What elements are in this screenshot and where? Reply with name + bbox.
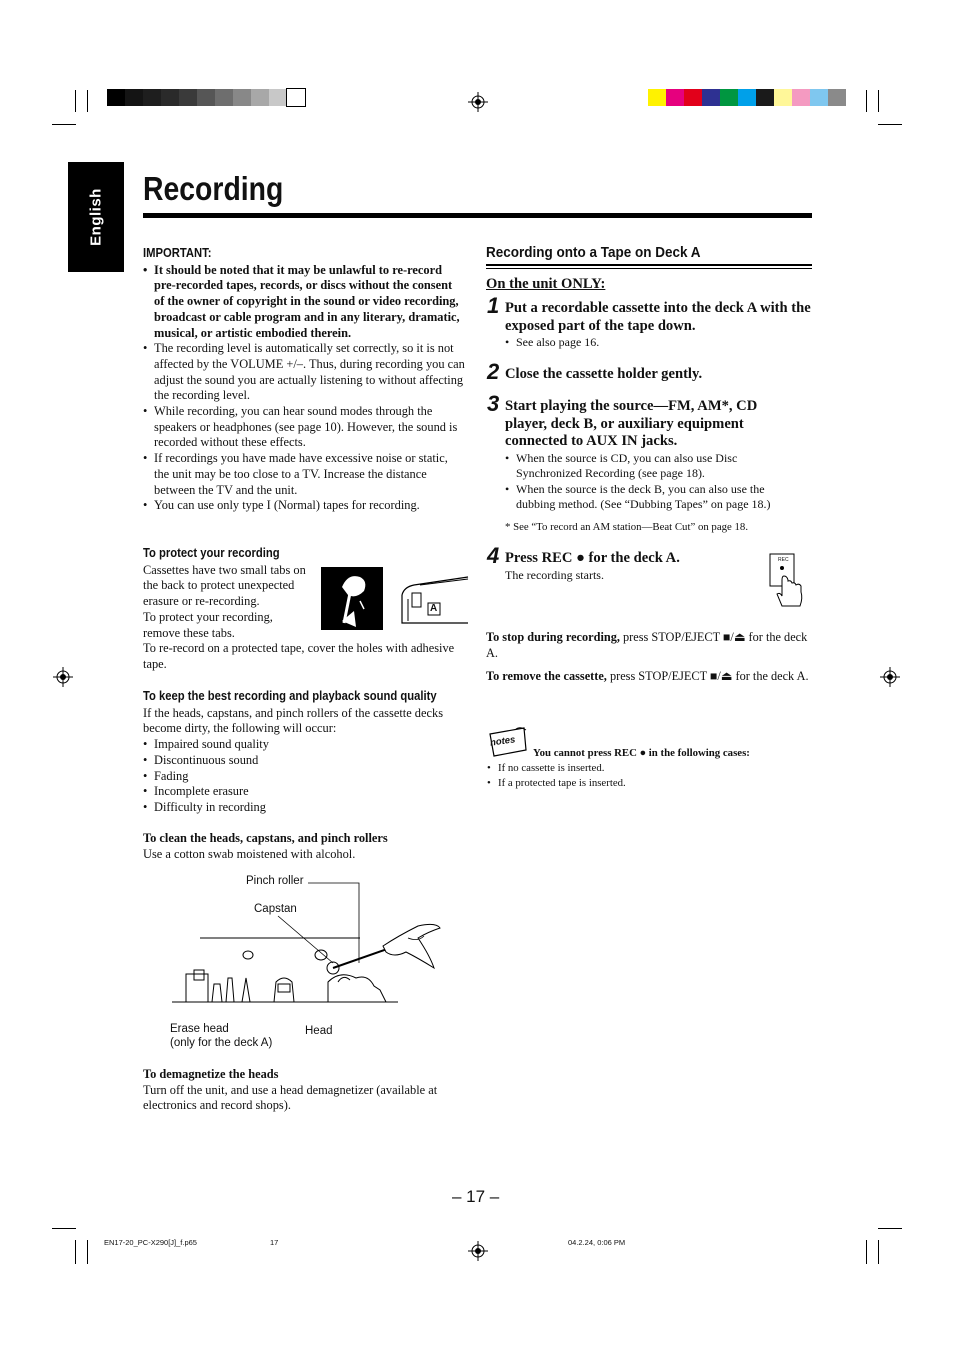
step-notes bbox=[505, 451, 795, 513]
registration-target-icon bbox=[468, 1241, 488, 1261]
notes-heading: You cannot press REC ● in the following cases: bbox=[533, 747, 750, 759]
list-item: • Fading bbox=[143, 769, 465, 785]
footer-date: 04.2.24, 0:06 PM bbox=[568, 1238, 626, 1247]
demagnetize-heading: To demagnetize the heads bbox=[143, 1067, 279, 1081]
calibration-swatch bbox=[702, 89, 720, 106]
rec-button-label: REC bbox=[778, 557, 789, 563]
text-line: To protect your recording, bbox=[143, 609, 273, 624]
notes-icon-label: notes bbox=[489, 734, 516, 749]
label-capstan: Capstan bbox=[254, 903, 297, 915]
step-note: The recording starts. bbox=[505, 567, 604, 582]
head-cleaning-diagram bbox=[168, 878, 448, 1028]
calibration-swatch bbox=[666, 89, 684, 106]
list-item: • While recording, you can hear sound modes through the speakers or headphones (see page 10). However, the sound is recorded without these effects. bbox=[143, 404, 465, 451]
section-rule bbox=[486, 264, 812, 266]
best-quality-list bbox=[143, 737, 465, 816]
remove-instruction bbox=[486, 669, 812, 685]
calibration-swatch bbox=[684, 89, 702, 106]
footer-file: EN17-20_PC-X290[J]_f.p65 bbox=[104, 1238, 197, 1247]
calibration-swatch bbox=[720, 89, 738, 106]
best-quality-heading: To keep the best recording and playback sound quality bbox=[143, 689, 437, 703]
calibration-swatch bbox=[792, 89, 810, 106]
list-item: • It should be noted that it may be unlawful to re-record pre-recorded tapes, records, or discs without the consent of the owner of copyright in the sound or video recording, broadcast or cable program and in any literary, dramatic, musical, or artistic embodied therein. bbox=[143, 263, 465, 342]
best-quality-intro: If the heads, capstans, and pinch rollers of the cassette decks become dirty, the following will occur: bbox=[143, 705, 444, 736]
best-quality-section bbox=[143, 689, 465, 816]
calibration-swatch bbox=[125, 89, 143, 106]
section-rule bbox=[486, 268, 812, 269]
text-line: erasure or re-recording. bbox=[143, 594, 260, 609]
list-item: • If a protected tape is inserted. bbox=[487, 776, 787, 791]
list-item: • Difficulty in recording bbox=[143, 800, 465, 816]
calibration-swatch bbox=[287, 89, 305, 106]
calibration-swatch bbox=[648, 89, 666, 106]
text-line: Cassettes have two small tabs on bbox=[143, 562, 306, 577]
calibration-swatch bbox=[107, 89, 125, 106]
step-text: Close the cassette holder gently. bbox=[505, 366, 703, 382]
step-3 bbox=[505, 398, 795, 513]
page-title: Recording bbox=[143, 170, 284, 207]
text-line: remove these tabs. bbox=[143, 625, 235, 640]
deck-a-subheading: On the unit ONLY: bbox=[486, 276, 606, 292]
important-list bbox=[143, 263, 465, 514]
registration-target-icon bbox=[880, 667, 900, 687]
instruction-text: press STOP/EJECT ■/⏏ for the deck A. bbox=[606, 669, 809, 683]
calibration-swatch bbox=[810, 89, 828, 106]
calibration-swatch bbox=[756, 89, 774, 106]
step-number: 2 bbox=[487, 359, 500, 384]
instruction-lead: To stop during recording, bbox=[486, 630, 620, 644]
step-text: Press REC ● for the deck A. bbox=[505, 550, 680, 566]
instruction-lead: To remove the cassette, bbox=[486, 669, 607, 683]
text-line: the back to protect unexpected bbox=[143, 578, 295, 593]
calibration-swatch bbox=[269, 89, 287, 106]
label-head: Head bbox=[305, 1025, 333, 1037]
list-item: • When the source is the deck B, you can also use the dubbing method. (See “Dubbing Tapes” on page 18.) bbox=[505, 482, 795, 513]
list-item: • See also page 16. bbox=[505, 335, 815, 351]
demagnetize-section bbox=[143, 1067, 465, 1114]
instruction-text: press STOP/EJECT ■/⏏ for the deck A. bbox=[486, 630, 808, 660]
calibration-swatch bbox=[251, 89, 269, 106]
list-item: • The recording level is automatically set correctly, so it is not affected by the VOLUME +/–. Thus, during recording you can adjust the sound you are actually listening to without affecting the recording level. bbox=[143, 341, 465, 404]
step-4 bbox=[505, 550, 765, 583]
page-number: – 17 – bbox=[452, 1187, 500, 1206]
list-item: • When the source is CD, you can also use Disc Synchronized Recording (see page 18). bbox=[505, 451, 795, 482]
important-section bbox=[143, 246, 465, 514]
protect-heading: To protect your recording bbox=[143, 546, 280, 560]
deck-a-heading: Recording onto a Tape on Deck A bbox=[486, 244, 701, 261]
registration-target-icon bbox=[53, 667, 73, 687]
list-item: • If recordings you have made have excessive noise or static, the unit may be too close to a TV. Increase the distance between the TV and the unit. bbox=[143, 451, 465, 498]
step-number: 3 bbox=[487, 391, 500, 416]
demagnetize-text: Turn off the unit, and use a head demagnetizer (available at electronics and record shops). bbox=[143, 1082, 438, 1113]
step-text: Put a recordable cassette into the deck A with the exposed part of the tape down. bbox=[505, 300, 811, 334]
step-notes bbox=[505, 335, 815, 351]
text-line: To re-record on a protected tape, cover the holes with adhesive tape. bbox=[143, 641, 455, 671]
list-item: • You can use only type I (Normal) tapes for recording. bbox=[143, 498, 465, 514]
step-1 bbox=[505, 300, 815, 351]
footnote: * See “To record an AM station—Beat Cut” on page 18. bbox=[505, 521, 749, 533]
calibration-swatch bbox=[215, 89, 233, 106]
stop-instruction bbox=[486, 630, 812, 661]
step-number: 1 bbox=[487, 293, 500, 318]
clean-heading: To clean the heads, capstans, and pinch rollers bbox=[143, 831, 388, 845]
calibration-swatch bbox=[233, 89, 251, 106]
cassette-tab-letter: A bbox=[430, 603, 438, 614]
calibration-swatch bbox=[828, 89, 846, 106]
list-item: • Impaired sound quality bbox=[143, 737, 465, 753]
calibration-swatch bbox=[143, 89, 161, 106]
calibration-swatch bbox=[161, 89, 179, 106]
calibration-swatch bbox=[738, 89, 756, 106]
calibration-swatch bbox=[197, 89, 215, 106]
notes-list bbox=[487, 761, 787, 791]
label-erase-head: Erase head bbox=[170, 1023, 229, 1035]
calibration-swatch bbox=[179, 89, 197, 106]
clean-section bbox=[143, 831, 465, 862]
list-item: • Incomplete erasure bbox=[143, 784, 465, 800]
cassette-tab-illustration bbox=[320, 565, 470, 633]
language-tab bbox=[68, 162, 124, 272]
list-item: • Discontinuous sound bbox=[143, 753, 465, 769]
registration-target-icon bbox=[468, 92, 488, 112]
footer-page: 17 bbox=[270, 1238, 279, 1247]
step-number: 4 bbox=[487, 543, 500, 568]
label-erase-head-note: (only for the deck A) bbox=[170, 1037, 273, 1049]
step-2 bbox=[505, 366, 815, 384]
step-text: Start playing the source—FM, AM*, CD player, deck B, or auxiliary equipment connected to AUX IN jacks. bbox=[505, 398, 758, 449]
important-heading: IMPORTANT: bbox=[143, 246, 212, 260]
title-rule bbox=[143, 213, 812, 218]
calibration-swatch bbox=[774, 89, 792, 106]
clean-text: Use a cotton swab moistened with alcohol. bbox=[143, 846, 356, 861]
list-item: • If no cassette is inserted. bbox=[487, 761, 787, 776]
label-pinch-roller: Pinch roller bbox=[246, 875, 304, 887]
language-tab-label: English bbox=[87, 188, 105, 246]
